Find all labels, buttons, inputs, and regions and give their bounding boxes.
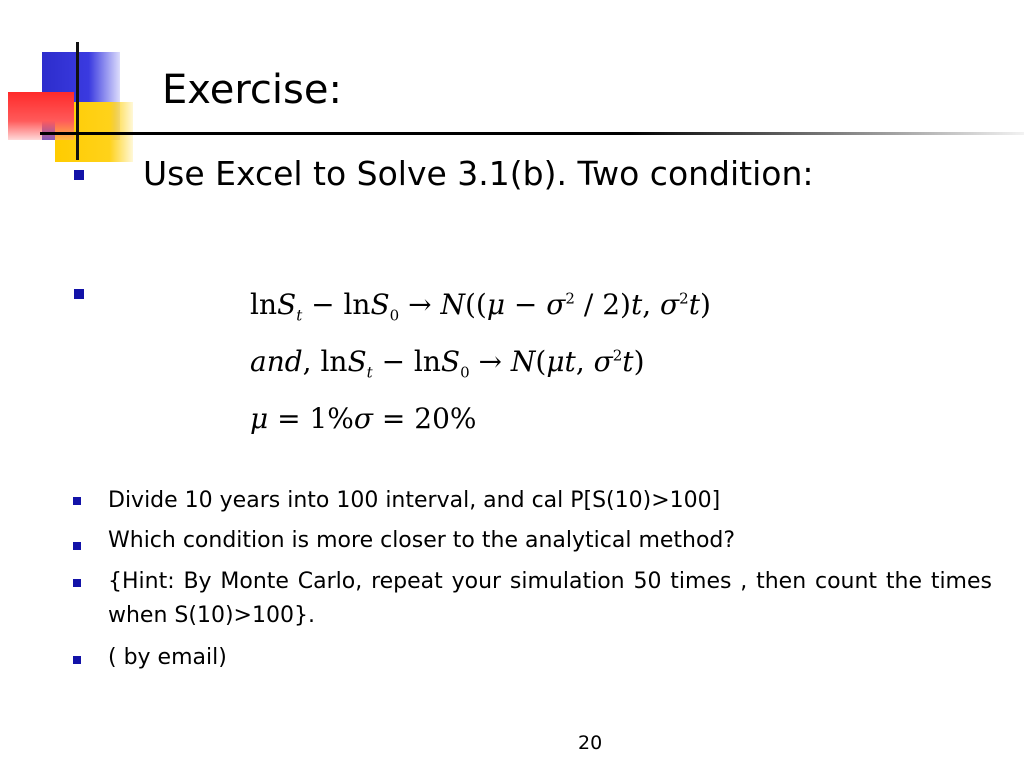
formula-line-1: $\ln S_t - \ln S_0 \to N((\mu - \sigma^2 / 2)t$, $\sigma^2t$) <box>250 288 711 325</box>
page-number: 20 <box>578 732 603 754</box>
bullet-marker <box>73 497 81 505</box>
slide-title: Exercise: <box>162 67 342 113</box>
formula-line-3: μ = 1%σ = 20% <box>250 402 477 435</box>
bullet-marker <box>74 289 84 299</box>
bullet-item: {Hint: By Monte Carlo, repeat your simulation 50 times , then count the times when S(10)>100}. <box>108 569 992 628</box>
formula-line-2: and, lnS$_t$ − lnS$_0$ → N(μt, $\sigma^2t$) <box>250 345 645 382</box>
bullet-item: ( by email) <box>108 645 227 670</box>
title-underline <box>40 132 1024 135</box>
bullet-marker <box>73 579 81 587</box>
bullet-item: Divide 10 years into 100 interval, and cal P[S(10)>100] <box>108 488 721 513</box>
bullet-marker <box>73 542 81 550</box>
bullet-marker <box>73 656 81 664</box>
bullet-marker <box>74 170 84 180</box>
intro-bullet-text: Use Excel to Solve 3.1(b). Two condition: <box>143 154 814 193</box>
decor-vertical-line <box>76 42 79 160</box>
title-decoration <box>0 40 140 165</box>
bullet-item: Which condition is more closer to the analytical method? <box>108 528 736 553</box>
